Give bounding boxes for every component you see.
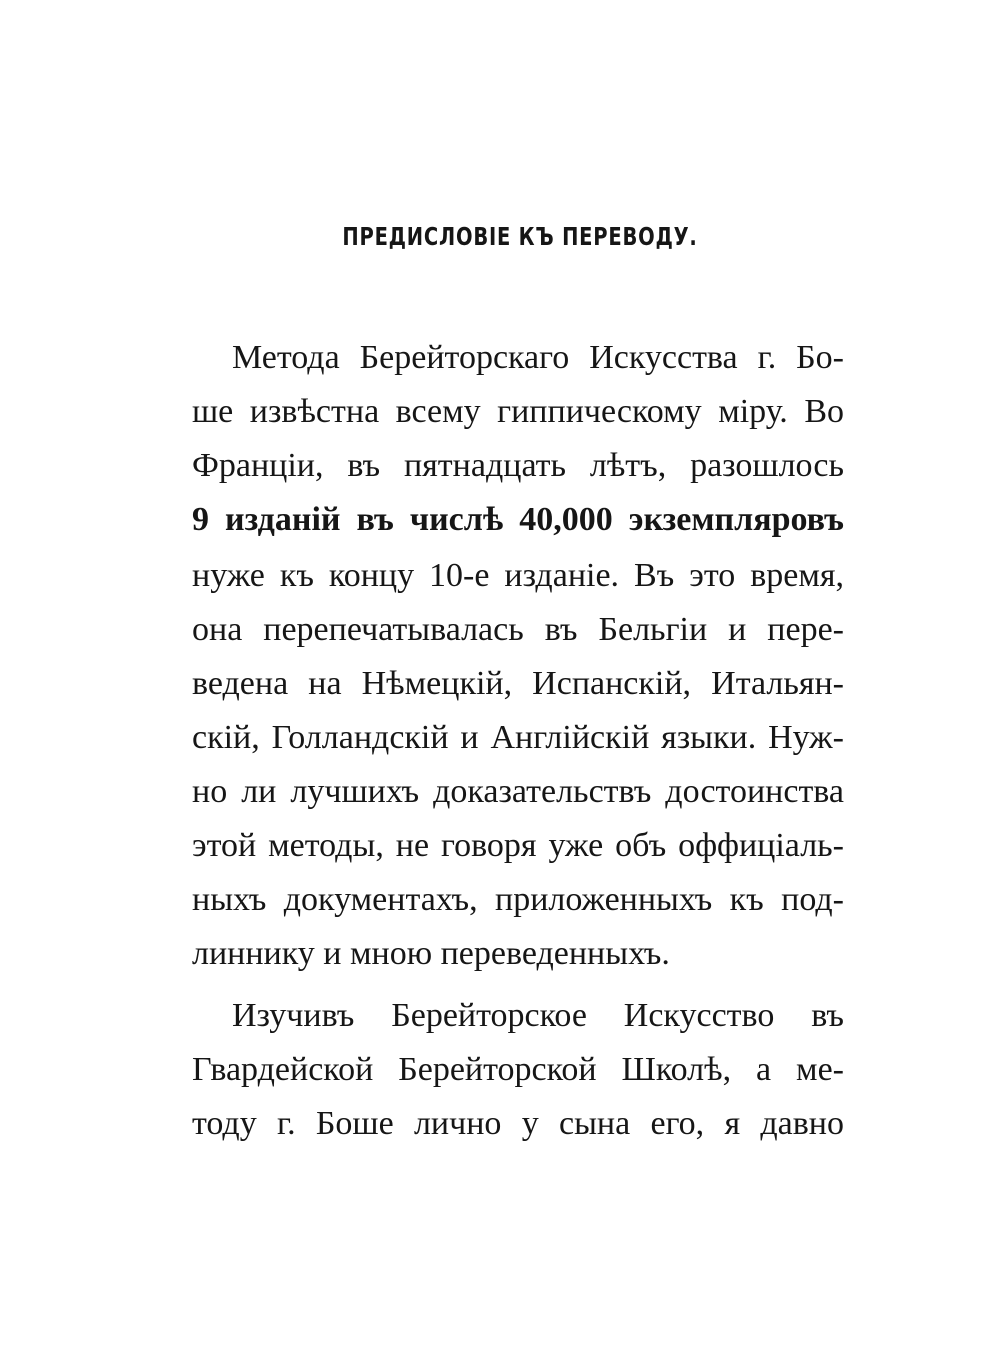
- paragraph-line: Изучивъ Берейторское Искусство въ: [232, 997, 844, 1034]
- paragraph-line: нуже къ концу 10-е изданіе. Въ это время,: [192, 557, 844, 594]
- paragraph-line: она перепечатывалась въ Бельгіи и пере-: [192, 611, 844, 648]
- paragraph-line: но ли лучшихъ доказательствъ достоинства: [192, 773, 844, 810]
- paragraph-line: Метода Берейторскаго Искусства г. Бо-: [232, 339, 844, 376]
- paragraph-line: Гвардейской Берейторской Школѣ, а ме-: [192, 1051, 844, 1088]
- paragraph-line: тоду г. Боше лично у сына его, я давно: [192, 1105, 844, 1142]
- paragraph-line: этой методы, не говоря уже объ оффиціаль-: [192, 827, 844, 864]
- chapter-heading: ПРЕДИСЛОВІЕ КЪ ПЕРЕВОДУ.: [342, 222, 698, 251]
- paragraph-line: 9 изданій въ числѣ 40,000 экземпляровъ: [192, 501, 844, 538]
- paragraph-line: скій, Голландскій и Англійскій языки. Нуж-: [192, 719, 844, 756]
- paragraph-line: ше извѣстна всему гиппическому міру. Во: [192, 393, 844, 430]
- paragraph-line: ныхъ документахъ, приложенныхъ къ под-: [192, 881, 844, 918]
- paragraph-line: ведена на Нѣмецкій, Испанскій, Итальян-: [192, 665, 844, 702]
- paragraph-line: Франціи, въ пятнадцать лѣтъ, разошлось: [192, 447, 844, 484]
- paragraph-line: линнику и мною переведенныхъ.: [192, 935, 670, 972]
